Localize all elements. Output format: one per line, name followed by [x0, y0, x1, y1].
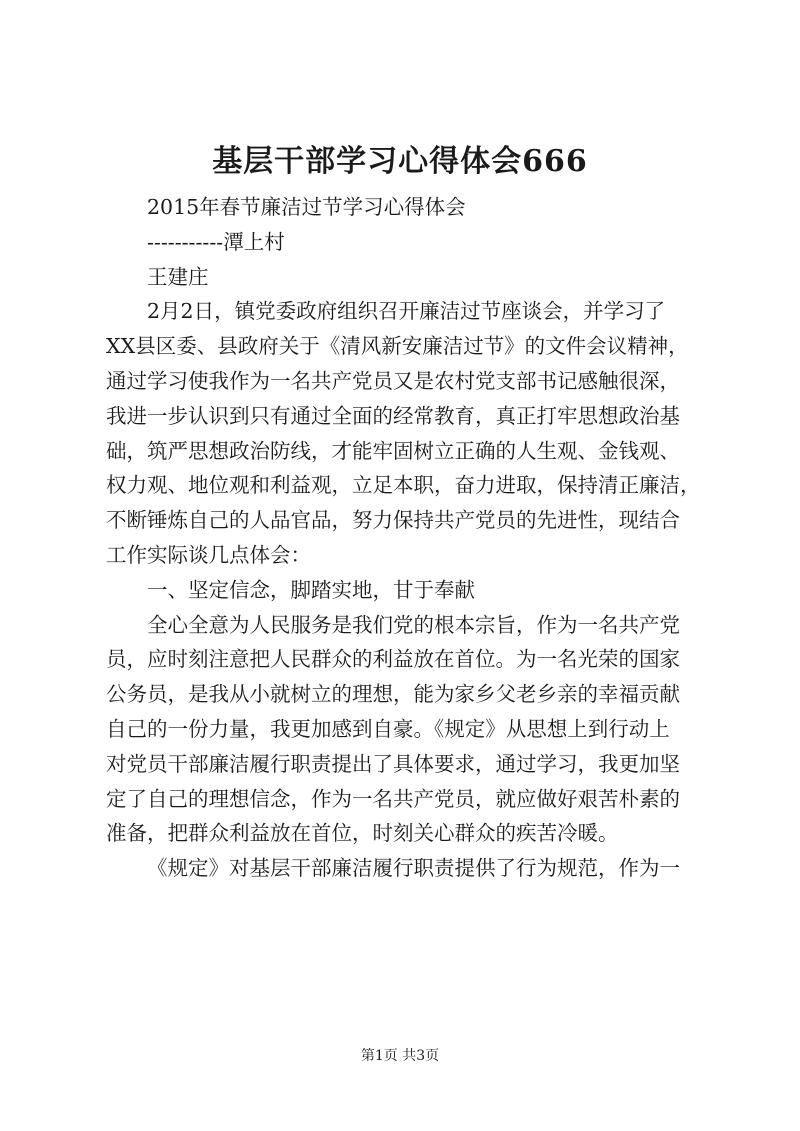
- text-line: 工作实际谈几点体会：: [106, 542, 311, 567]
- text-line: 全心全意为人民服务是我们党的根本宗旨，作为一名共产党: [147, 612, 680, 637]
- text-line: XX县区委、县政府关于《清风新安廉洁过节》的文件会议精神，: [106, 334, 689, 359]
- section-heading: 一、坚定信念，脚踏实地，甘于奉献: [147, 577, 475, 602]
- text-line: 王建庄: [147, 264, 209, 289]
- text-line: 定了自己的理想信念，作为一名共产党员，就应做好艰苦朴素的: [106, 786, 680, 811]
- text-line: 自己的一份力量，我更加感到自豪。《规定》从思想上到行动上: [106, 716, 670, 741]
- text-line: 《规定》对基层干部廉洁履行职责提供了行为规范，作为一: [147, 856, 680, 881]
- document-title: 基层干部学习心得体会666: [212, 144, 588, 179]
- text-line: 2015年春节廉洁过节学习心得体会: [147, 195, 466, 219]
- text-line: 2月2日，镇党委政府组织召开廉洁过节座谈会，并学习了: [147, 299, 666, 324]
- text-line: 公务员，是我从小就树立的理想，能为家乡父老乡亲的幸福贡献: [106, 682, 680, 707]
- text-line: 通过学习使我作为一名共产党员又是农村党支部书记感触很深，: [106, 368, 680, 393]
- text-line: 我进一步认识到只有通过全面的经常教育，真正打牢思想政治基: [106, 403, 680, 428]
- text-line: 对党员干部廉洁履行职责提出了具体要求，通过学习，我更加坚: [106, 751, 680, 776]
- text-line: -----------潭上村: [147, 229, 285, 254]
- text-line: 准备，把群众利益放在首位，时刻关心群众的疾苦冷暖。: [106, 821, 619, 846]
- text-line: 员，应时刻注意把人民群众的利益放在首位。为一名光荣的国家: [106, 647, 680, 672]
- document-body: [106, 190, 710, 886]
- page-number-footer: 第1页 共3页: [360, 1048, 440, 1064]
- text-line: 础，筑严思想政治防线，才能牢固树立正确的人生观、金钱观、: [106, 438, 680, 463]
- text-line: 权力观、地位观和利益观，立足本职，奋力进取，保持清正廉洁，: [106, 473, 701, 498]
- text-line: 不断锤炼自己的人品官品，努力保持共产党员的先进性，现结合: [106, 508, 680, 533]
